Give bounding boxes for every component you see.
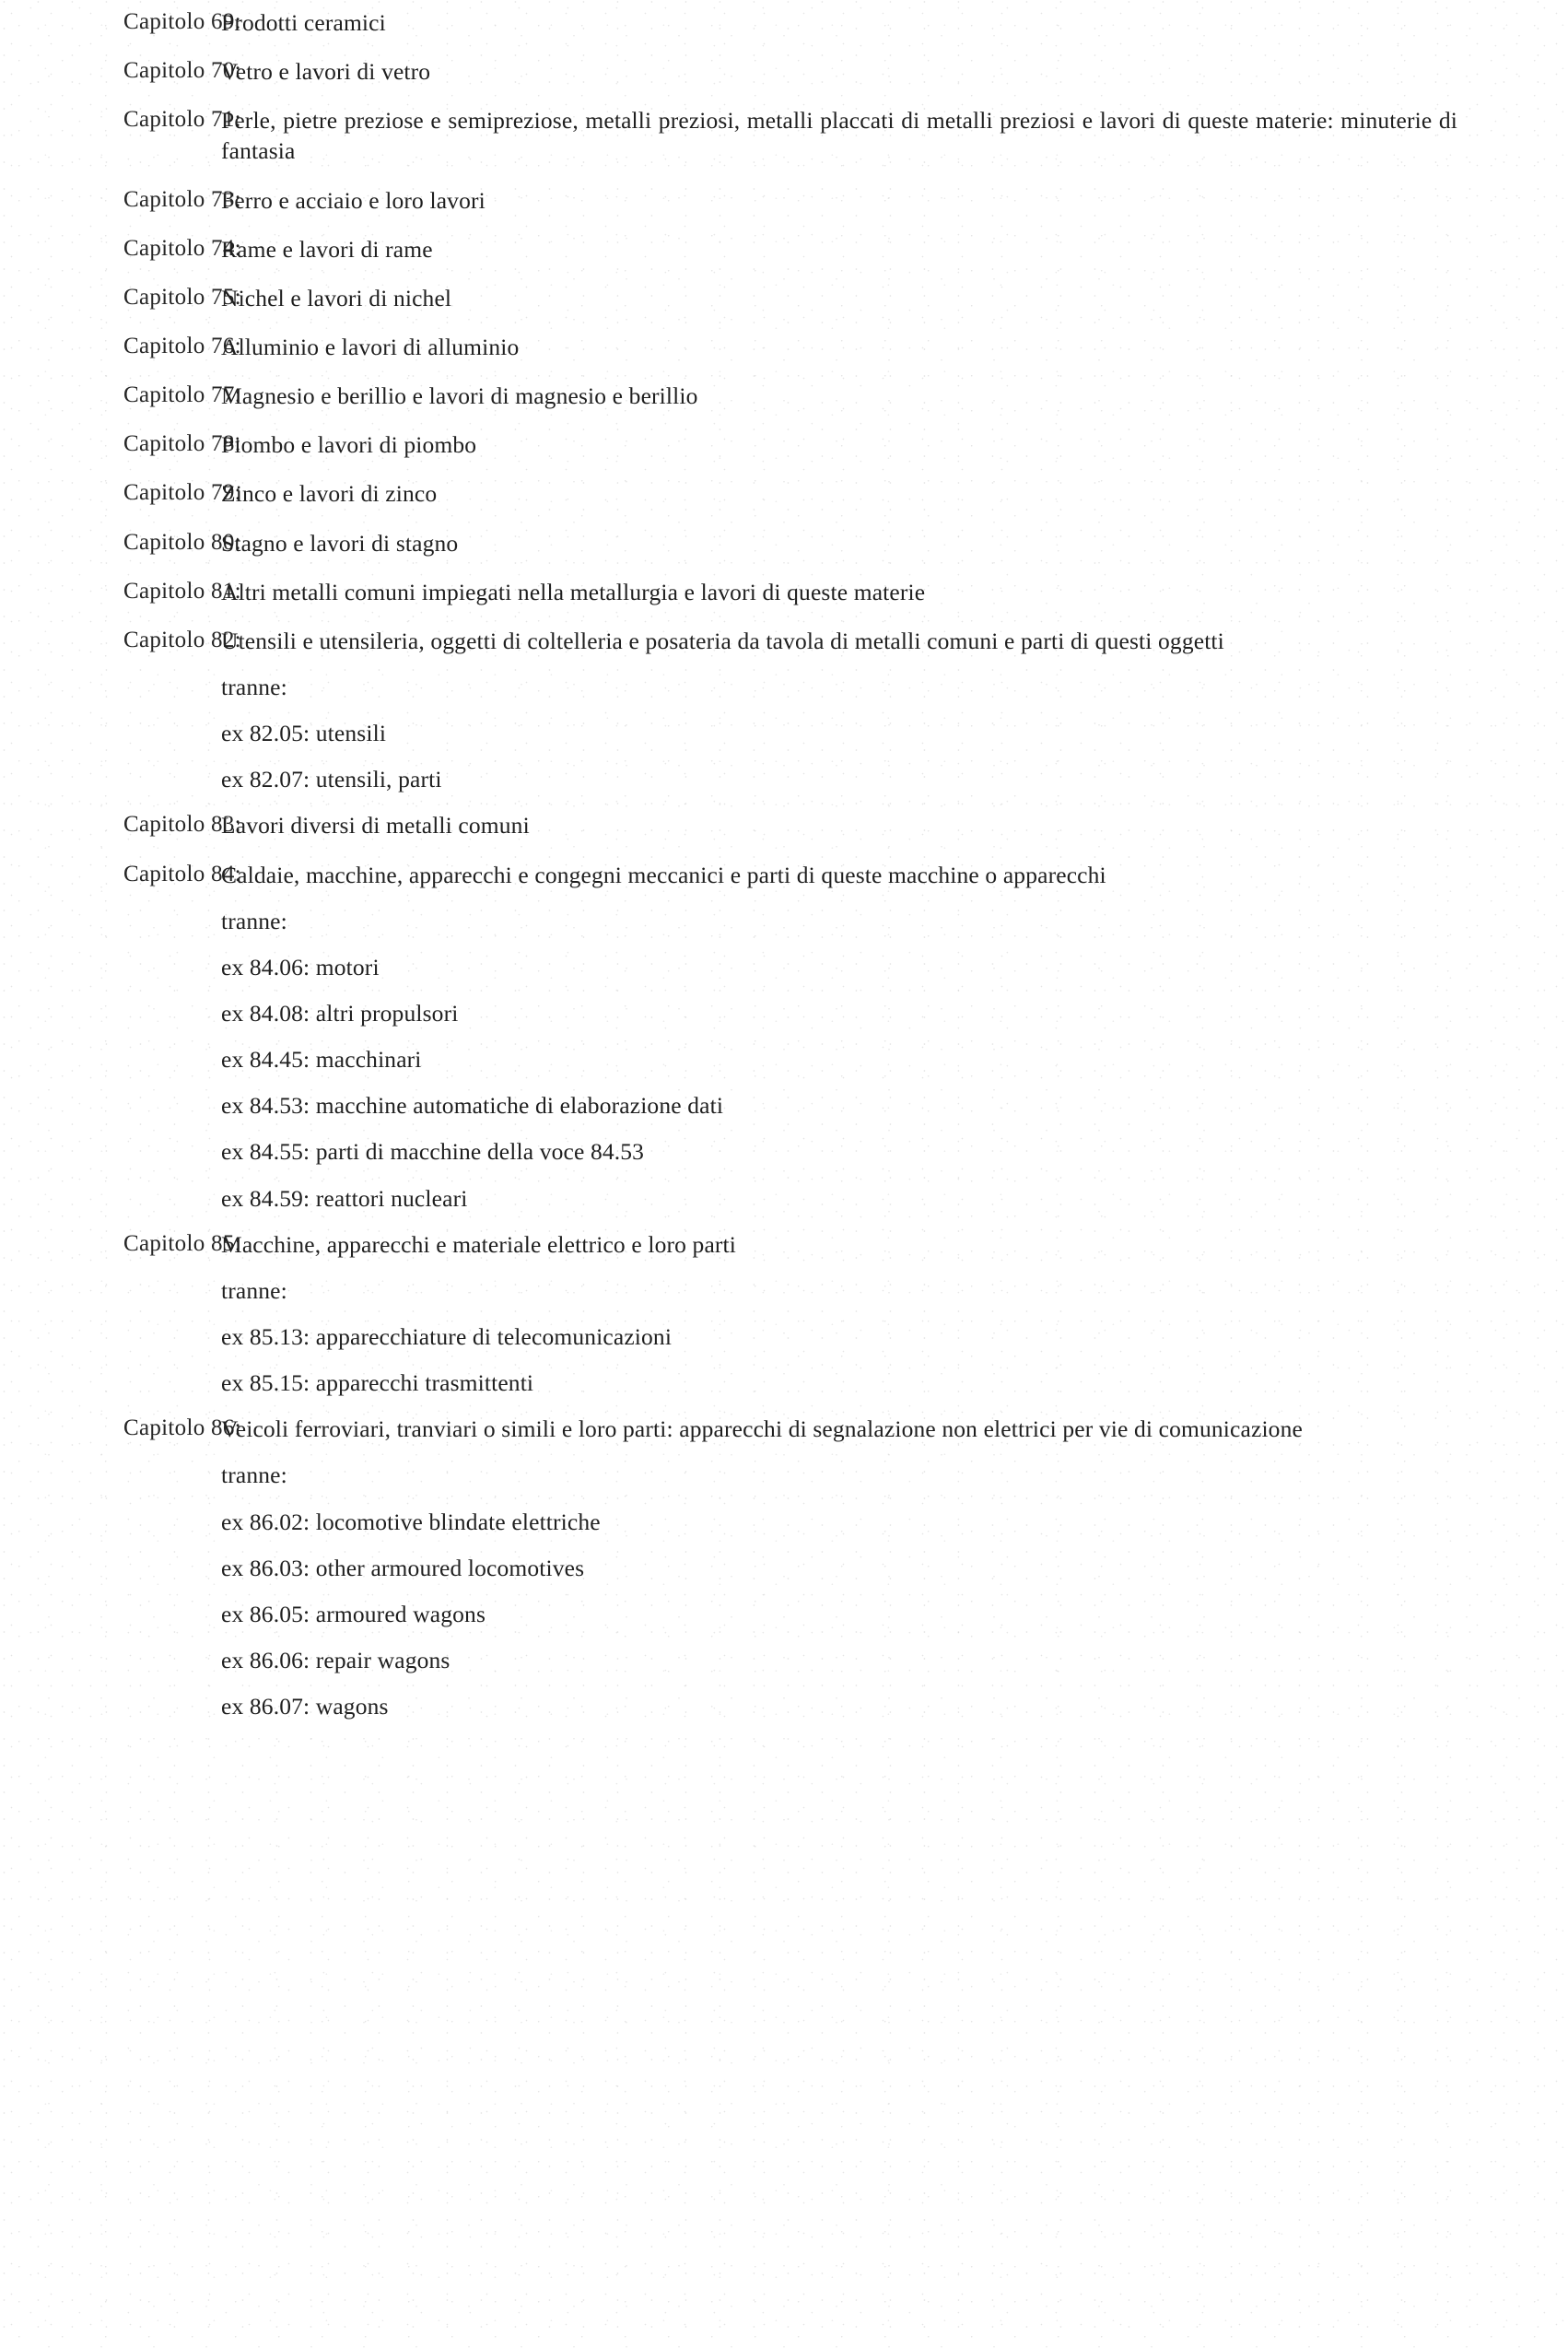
chapter-row	[0, 626, 1568, 656]
row-spacer	[0, 362, 1568, 381]
exception-row	[0, 718, 1568, 748]
chapter-label: Capitolo 69:	[123, 9, 241, 34]
exception-item: ex 85.13: apparecchiature di telecomunicazioni	[221, 1322, 673, 1350]
except-label: tranne:	[221, 1462, 287, 1489]
chapter-row	[0, 860, 1568, 890]
chapter-row	[0, 810, 1568, 840]
row-spacer	[0, 1214, 1568, 1229]
exception-row	[0, 998, 1568, 1028]
exception-item: ex 82.07: utensili, parti	[221, 766, 442, 793]
chapter-label: Capitolo 83:	[123, 812, 241, 838]
chapter-description: Alluminio e lavori di alluminio	[221, 333, 520, 360]
chapter-label: Capitolo 74:	[123, 235, 241, 261]
row-spacer	[0, 510, 1568, 528]
exception-row	[0, 1044, 1568, 1074]
chapter-row	[0, 56, 1568, 87]
chapter-label: Capitolo 75:	[123, 284, 241, 310]
chapter-description: Altri metalli comuni impiegati nella metallurgia e lavori di queste materie	[221, 578, 926, 605]
exception-row	[0, 1183, 1568, 1214]
exception-heading-row	[0, 1275, 1568, 1306]
top-spacer	[0, 0, 1568, 7]
row-spacer	[0, 1028, 1568, 1044]
chapter-row	[0, 185, 1568, 216]
chapter-row	[0, 577, 1568, 607]
chapter-description: Perle, pietre preziose e semipreziose, metalli preziosi, metalli placcati di metalli preziosi e lavori di queste materie: minuterie di fantasia	[221, 107, 1457, 165]
chapter-description: Ferro e acciaio e loro lavori	[221, 186, 486, 214]
exception-item: ex 84.06: motori	[221, 953, 380, 980]
exception-item: ex 86.02: locomotive blindate elettriche	[221, 1508, 601, 1535]
row-spacer	[0, 1121, 1568, 1136]
chapter-row	[0, 7, 1568, 38]
row-spacer	[0, 1352, 1568, 1368]
chapter-row	[0, 234, 1568, 264]
exception-row	[0, 1599, 1568, 1629]
chapter-description: Zinco e lavori di zinco	[221, 480, 438, 508]
row-spacer	[0, 890, 1568, 906]
row-spacer	[0, 794, 1568, 810]
except-label: tranne:	[221, 907, 287, 934]
exception-row	[0, 764, 1568, 794]
chapter-label: Capitolo 84:	[123, 861, 241, 886]
row-spacer	[0, 411, 1568, 429]
exception-row	[0, 1136, 1568, 1167]
row-spacer	[0, 264, 1568, 283]
chapter-row	[0, 528, 1568, 558]
exception-item: ex 86.06: repair wagons	[221, 1646, 451, 1673]
row-spacer	[0, 87, 1568, 105]
exception-item: ex 84.08: altri propulsori	[221, 999, 459, 1027]
row-spacer	[0, 1260, 1568, 1275]
row-spacer	[0, 38, 1568, 56]
chapter-row	[0, 1229, 1568, 1260]
row-spacer	[0, 936, 1568, 952]
row-spacer	[0, 1583, 1568, 1599]
chapter-label: Capitolo 86:	[123, 1415, 241, 1441]
chapter-row	[0, 105, 1568, 166]
row-spacer	[0, 1537, 1568, 1553]
row-spacer	[0, 1398, 1568, 1414]
row-spacer	[0, 1444, 1568, 1460]
chapter-label: Capitolo 81:	[123, 578, 241, 604]
chapter-description: Utensili e utensileria, oggetti di coltelleria e posateria da tavola di metalli comuni e parti di questi oggetti	[221, 627, 1224, 654]
row-spacer	[0, 1074, 1568, 1090]
exception-heading-row	[0, 1460, 1568, 1490]
chapter-label: Capitolo 70:	[123, 58, 241, 84]
chapter-label: Capitolo 80:	[123, 529, 241, 555]
exception-row	[0, 1691, 1568, 1721]
exception-row	[0, 1368, 1568, 1398]
row-spacer	[0, 982, 1568, 998]
except-label: tranne:	[221, 673, 287, 700]
exception-row	[0, 1553, 1568, 1583]
exception-item: ex 84.59: reattori nucleari	[221, 1184, 468, 1212]
row-spacer	[0, 216, 1568, 234]
chapter-row	[0, 283, 1568, 313]
exception-row	[0, 952, 1568, 982]
chapter-description: Vetro e lavori di vetro	[221, 58, 431, 86]
chapter-label: Capitolo 79:	[123, 480, 241, 506]
chapter-label: Capitolo 85:	[123, 1230, 241, 1256]
row-spacer	[0, 1306, 1568, 1321]
exception-row	[0, 1321, 1568, 1352]
row-spacer	[0, 558, 1568, 577]
chapter-row	[0, 332, 1568, 362]
except-label: tranne:	[221, 1276, 287, 1304]
exception-item: ex 84.55: parti di macchine della voce 84.53	[221, 1138, 645, 1166]
chapter-description: Macchine, apparecchi e materiale elettrico e loro parti	[221, 1230, 737, 1258]
chapter-description: Nichel e lavori di nichel	[221, 284, 452, 311]
row-spacer	[0, 841, 1568, 860]
exception-item: ex 85.15: apparecchi trasmittenti	[221, 1369, 534, 1397]
chapter-description: Piombo e lavori di piombo	[221, 431, 477, 459]
row-spacer	[0, 748, 1568, 764]
row-spacer	[0, 1675, 1568, 1691]
exception-heading-row	[0, 906, 1568, 936]
row-spacer	[0, 607, 1568, 626]
chapter-label: Capitolo 78:	[123, 431, 241, 457]
chapter-description: Magnesio e berillio e lavori di magnesio e berillio	[221, 382, 698, 410]
row-spacer	[0, 460, 1568, 478]
chapter-label: Capitolo 76:	[123, 333, 241, 358]
row-spacer	[0, 1491, 1568, 1507]
exception-heading-row	[0, 672, 1568, 702]
exception-item: ex 86.03: other armoured locomotives	[221, 1554, 585, 1581]
chapter-row	[0, 478, 1568, 509]
exception-item: ex 86.05: armoured wagons	[221, 1600, 486, 1627]
exception-item: ex 84.45: macchinari	[221, 1046, 422, 1074]
chapter-label: Capitolo 73:	[123, 186, 241, 212]
chapter-description: Lavori diversi di metalli comuni	[221, 812, 530, 839]
exception-row	[0, 1507, 1568, 1537]
row-spacer	[0, 313, 1568, 332]
row-spacer	[0, 167, 1568, 185]
exception-item: ex 82.05: utensili	[221, 720, 387, 747]
chapter-description: Stagno e lavori di stagno	[221, 529, 459, 557]
row-spacer	[0, 1629, 1568, 1645]
chapter-label: Capitolo 71:	[123, 107, 241, 133]
exception-row	[0, 1090, 1568, 1121]
chapter-row	[0, 429, 1568, 460]
chapter-description: Prodotti ceramici	[221, 9, 386, 36]
chapter-description: Rame e lavori di rame	[221, 235, 433, 263]
chapter-label: Capitolo 82:	[123, 627, 241, 652]
row-spacer	[0, 656, 1568, 672]
chapter-description: Veicoli ferroviari, tranviari o simili e loro parti: apparecchi di segnalazione non elettrici per vie di comunicazione	[221, 1415, 1303, 1443]
row-spacer	[0, 702, 1568, 718]
chapter-row	[0, 1414, 1568, 1444]
row-spacer	[0, 1168, 1568, 1183]
chapter-description: Caldaie, macchine, apparecchi e congegni meccanici e parti di queste macchine o apparecchi	[221, 861, 1106, 888]
exception-row	[0, 1645, 1568, 1675]
exception-item: ex 84.53: macchine automatiche di elaborazione dati	[221, 1092, 724, 1120]
chapter-label: Capitolo 77:	[123, 382, 241, 408]
exception-item: ex 86.07: wagons	[221, 1693, 389, 1720]
chapter-row	[0, 381, 1568, 411]
